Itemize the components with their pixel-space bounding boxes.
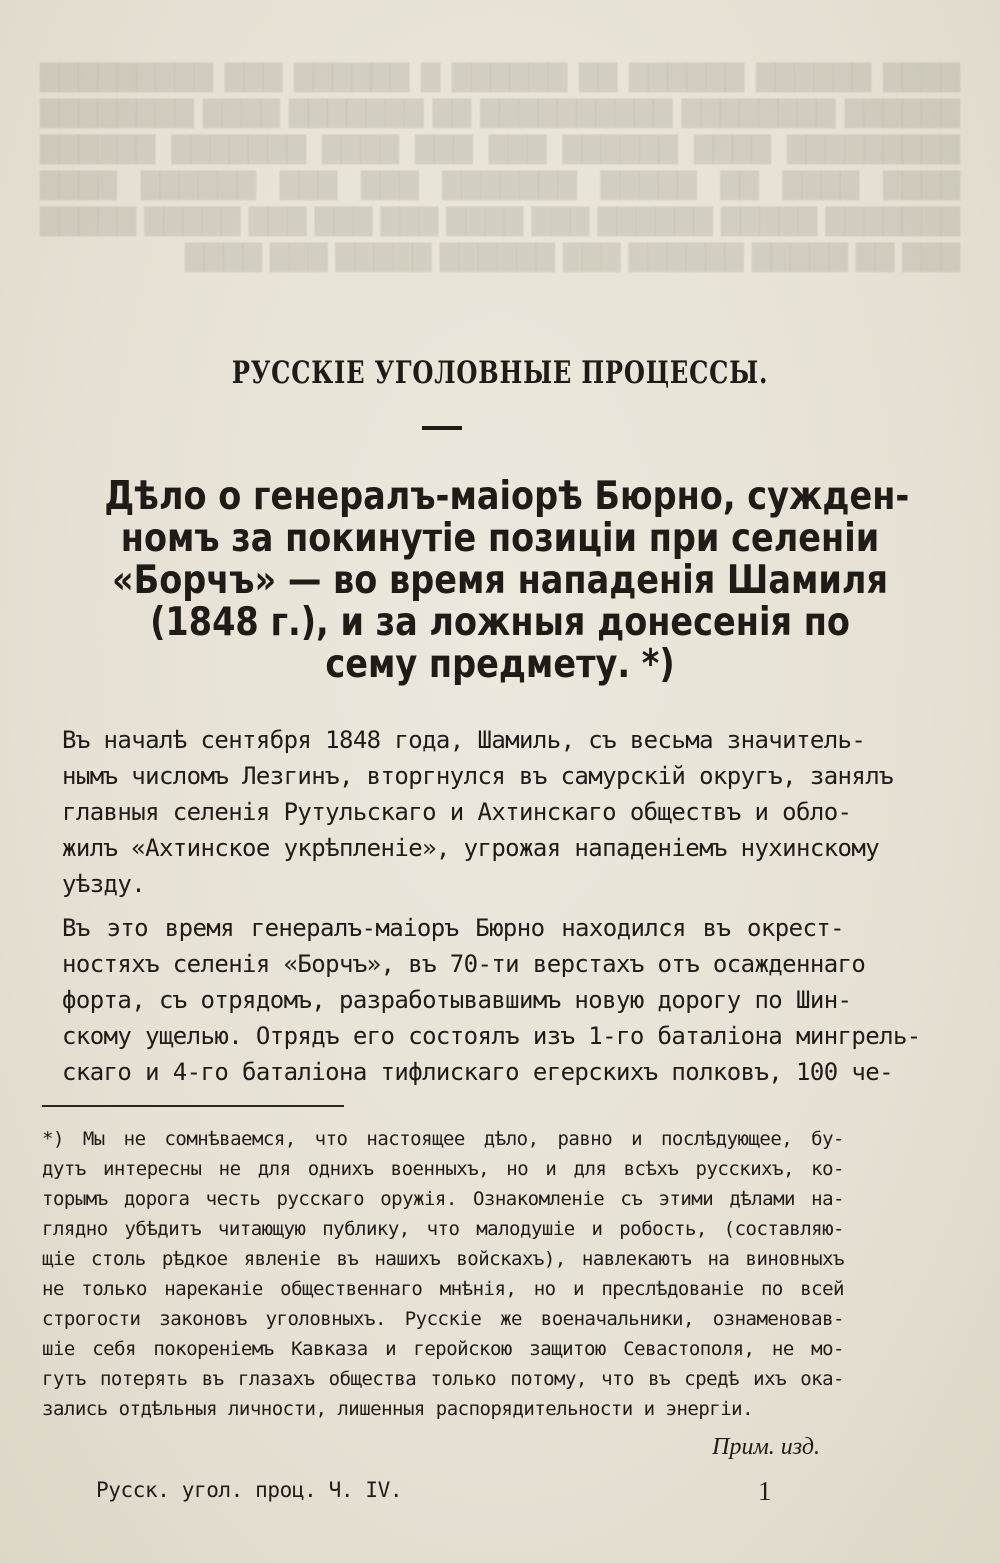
- footnote-attribution: Прим. изд.: [712, 1434, 820, 1460]
- footnote-line: щіе столь рѣдкое явленіе въ нашихъ войскахъ), навлекаютъ на виновныхъ: [42, 1248, 844, 1270]
- body-line: главныя селенія Рутульскаго и Ахтинскаго обществъ и обло-: [62, 798, 852, 826]
- footnote-line: дутъ интересны не для однихъ военныхъ, но и для всѣхъ русскихъ, ко-: [42, 1158, 844, 1180]
- body-text: [62, 722, 921, 1090]
- footnote-line: зались отдѣльныя личности, лишенныя распорядительности и энергіи.: [42, 1398, 754, 1420]
- body-line: жилъ «Ахтинское укрѣпленіе», угрожая нападеніемъ нухинскому: [62, 834, 880, 862]
- body-line: ностяхъ селенія «Борчъ», въ 70-ти верстахъ отъ осажденнаго: [62, 950, 866, 978]
- article-title: [104, 474, 910, 687]
- footnote-line: не только нареканіе общественнаго мнѣнія, но и преслѣдованіе по всей: [42, 1278, 844, 1300]
- footnote-line: *) Мы не сомнѣваемся, что настоящее дѣло, равно и послѣдующее, бу-: [42, 1128, 844, 1150]
- footnote-line: шіе себя покореніемъ Кавказа и геройскою защитою Севастополя, не мо-: [42, 1338, 844, 1360]
- title-line: номъ за покинутіе позиціи при селеніи: [120, 516, 880, 561]
- title-line: (1848 г.), и за ложныя донесенія по: [150, 600, 850, 645]
- footnote-line: глядно убѣдитъ читающую публику, что малодушіе и робость, (составляю-: [42, 1218, 844, 1240]
- heading-dash-divider: [422, 426, 462, 430]
- bleed-through-text: ████ ██████ ██████ ██ ██████ █ ██████ ███ █████████ ██████ ████████ ██████████ ██ ███████ ████ ████████ █████████ ████ ██████ ███ ███ ████ ███████ ██████ ████ ████ ██ █████ ███████ ███ ███ ██████ ████ ███████ █████ ██████ ███ ████ ███ ███ ███ █████ █████ ███ ██ █████ ██████ ███ ██████ █████ ███ ████: [40, 63, 960, 272]
- footnote-line: строгости законовъ уголовныхъ. Русскіе же военачальники, ознаменовав-: [42, 1308, 844, 1330]
- body-line: нымъ числомъ Лезгинъ, вторгнулся въ самурскій округъ, занялъ: [62, 762, 893, 790]
- title-line: сему предмету. *): [325, 642, 675, 687]
- title-line: Дѣло о генералъ-маіорѣ Бюрно, сужден-: [104, 474, 910, 519]
- title-line: «Борчъ» — во время нападенія Шамиля: [111, 558, 889, 603]
- body-line: скаго и 4-го баталіона тифлискаго егерскихъ полковъ, 100 че-: [62, 1058, 893, 1086]
- signature-mark: Русск. угол. проц. Ч. IV.: [96, 1478, 403, 1502]
- body-line: скому ущелью. Отрядъ его состоялъ изъ 1-го баталіона мингрель-: [62, 1022, 921, 1050]
- body-line: Въ это время генералъ-маіоръ Бюрно находился въ окрест-: [62, 914, 844, 942]
- footnote-line: торымъ дорога честь русскаго оружія. Ознакомленіе съ этими дѣлами на-: [42, 1188, 844, 1210]
- body-line: форта, съ отрядомъ, разработывавшимъ новую дорогу по Шин-: [62, 986, 852, 1014]
- footnote-line: гутъ потерять въ глазахъ общества только потому, что въ средѣ ихъ ока-: [42, 1368, 844, 1390]
- footnote: [42, 1124, 844, 1424]
- body-line: уѣзду.: [62, 870, 146, 898]
- section-heading: РУССКІЕ УГОЛОВНЫЕ ПРОЦЕССЫ.: [231, 355, 769, 391]
- footnote-rule: [42, 1105, 344, 1107]
- body-line: Въ началѣ сентября 1848 года, Шамиль, съ весьма значитель-: [62, 726, 866, 754]
- page-number: 1: [758, 1476, 772, 1506]
